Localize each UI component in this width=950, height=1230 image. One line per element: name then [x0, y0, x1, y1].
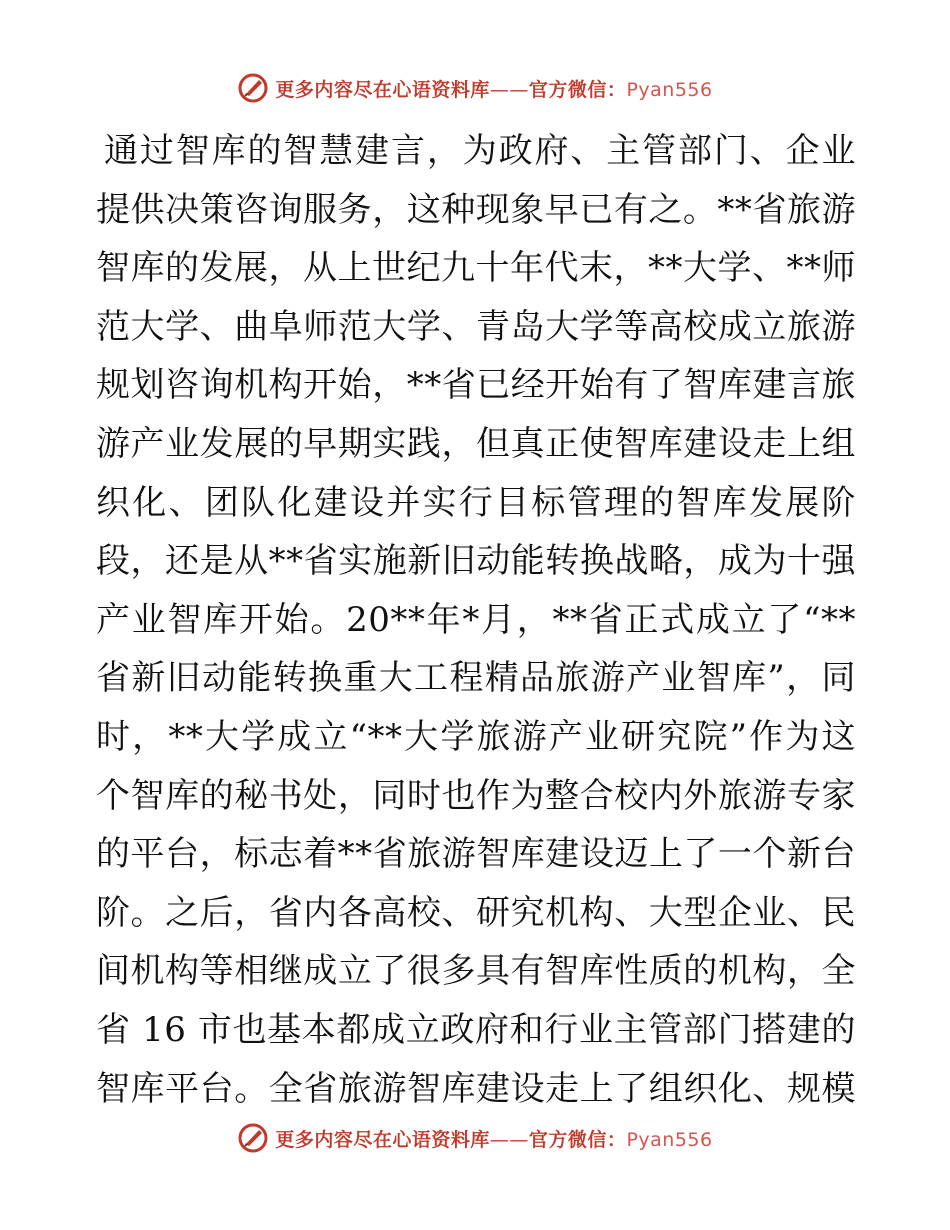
paragraph-line: 段，还是从**省实施新旧动能转换战略，成为十强 — [96, 541, 856, 582]
paragraph-line: 提供决策咨询服务，这种现象早已有之。**省旅游 — [96, 189, 856, 230]
watermark-wechat-label: 官方微信： — [528, 78, 627, 101]
paragraph-line: 范大学、曲阜师范大学、青岛大学等高校成立旅游 — [96, 306, 856, 347]
paragraph-line: 织化、团队化建设并实行目标管理的智库发展阶 — [96, 482, 856, 523]
brush-seal-icon — [237, 72, 269, 104]
paragraph-line: 个智库的秘书处，同时也作为整合校内外旅游专家 — [96, 775, 856, 816]
paragraph-line: 的平台，标志着**省旅游智库建设迈上了一个新台 — [96, 834, 856, 875]
paragraph-line: 游产业发展的早期实践，但真正使智库建设走上组 — [96, 423, 856, 464]
paragraph-line: 省新旧动能转换重大工程精品旅游产业智库”，同 — [96, 658, 856, 699]
watermark-main-text: 更多内容尽在心语资料库 — [275, 78, 490, 101]
document-body — [96, 122, 856, 1118]
paragraph-line: 智库平台。全省旅游智库建设走上了组织化、规模 — [96, 1068, 856, 1109]
watermark-wechat-id: Pyan556 — [626, 78, 713, 101]
paragraph-line: 通过智库的智慧建言，为政府、主管部门、企业 — [104, 131, 856, 171]
footer-watermark — [0, 1122, 950, 1154]
watermark-main-text: 更多内容尽在心语资料库 — [275, 1128, 490, 1151]
paragraph-line: 产业智库开始。20**年*月，**省正式成立了“** — [96, 599, 856, 640]
paragraph-line: 省 16 市也基本都成立政府和行业主管部门搭建的 — [96, 1009, 856, 1050]
watermark-wechat-label: 官方微信： — [528, 1128, 627, 1151]
watermark-separator: —— — [489, 78, 529, 101]
paragraph-line: 智库的发展，从上世纪九十年代末，**大学、**师 — [96, 248, 856, 289]
paragraph-line: 时，**大学成立“**大学旅游产业研究院”作为这 — [96, 716, 856, 757]
paragraph-line: 规划咨询机构开始，**省已经开始有了智库建言旅 — [96, 365, 856, 406]
paragraph-line: 阶。之后，省内各高校、研究机构、大型企业、民 — [96, 892, 856, 933]
watermark-separator: —— — [489, 1128, 529, 1151]
header-watermark — [0, 72, 950, 104]
brush-seal-icon — [237, 1122, 269, 1154]
watermark-wechat-id: Pyan556 — [626, 1128, 713, 1151]
paragraph-line: 间机构等相继成立了很多具有智库性质的机构，全 — [96, 951, 856, 992]
